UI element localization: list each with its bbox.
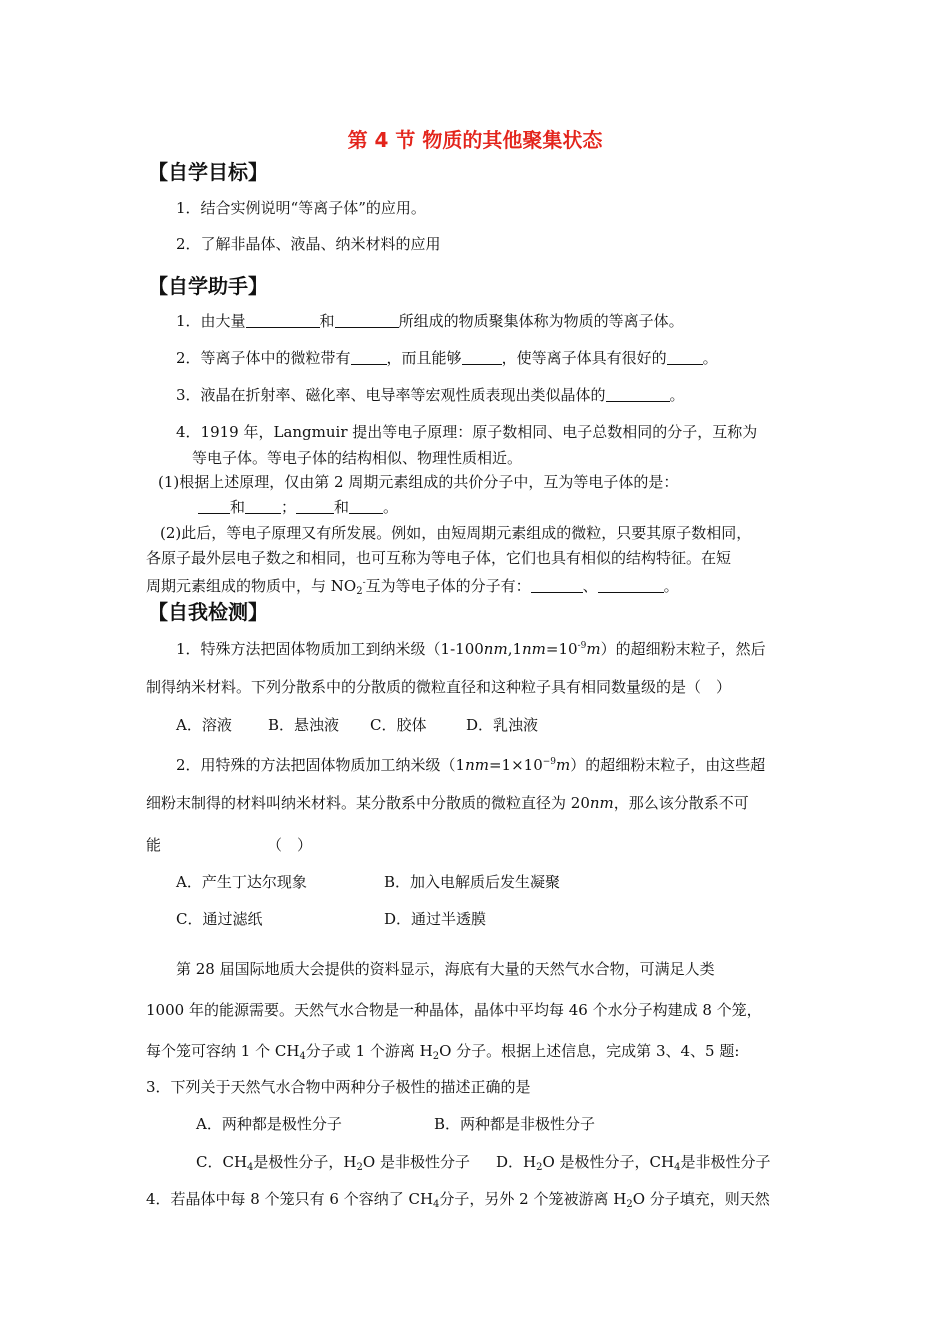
helper-q1-text: 所组成的物质聚集体称为物质的等离子体。 [398, 312, 684, 330]
check-q3-options-row2 [196, 1152, 771, 1178]
helper-q4-text: 。 [383, 498, 399, 516]
answer-blank[interactable] [245, 499, 281, 514]
helper-q4-line1: 4．1919 年，Langmuir 提出等电子原理：原子数相同、电子总数相同的分子，互称为 [176, 423, 758, 441]
check-q2-options-row2 [176, 909, 486, 929]
check-q1-text: =10 [545, 640, 578, 658]
section-helper-heading: 【自学助手】 [148, 274, 268, 298]
option-c-text: 是极性分子，H [253, 1153, 357, 1171]
check-q1-text: ）的超细粉末粒子，然后 [600, 640, 766, 658]
section-check-heading: 【自我检测】 [148, 600, 268, 624]
option-a[interactable]: A．溶液 [176, 716, 232, 734]
check-q1-line2: 制得纳米材料。下列分散系中的分散质的微粒直径和这种粒子具有相同数量级的是（ ） [146, 678, 732, 696]
helper-q4-part1-blanks [198, 497, 398, 517]
subscript: 2 [536, 1162, 543, 1173]
subscript: 4 [433, 1199, 440, 1210]
helper-q4-text: ； [281, 498, 297, 516]
section-goals-heading: 【自学目标】 [148, 160, 268, 184]
unit: nm [522, 640, 546, 658]
helper-q2-text: ，使等离子体具有很好的 [501, 349, 667, 367]
subscript: 4 [247, 1162, 254, 1173]
option-b[interactable]: B．两种都是非极性分子 [434, 1115, 596, 1133]
subscript: 2 [432, 1051, 440, 1062]
answer-blank[interactable] [296, 499, 334, 514]
check-q4-text: 分子，另外 2 个笼被游离 H [439, 1190, 627, 1208]
option-d-text: 是非极性分子 [680, 1153, 771, 1171]
option-d-text: O 是极性分子，CH [542, 1153, 675, 1171]
check-q1-text: ,1 [507, 640, 522, 658]
helper-q4-line2: 等电子体。等电子体的结构相似、物理性质相近。 [192, 449, 523, 467]
check-q1-text: 1．特殊方法把固体物质加工到纳米级（1-100 [176, 640, 484, 658]
page-title: 第 4 节 物质的其他聚集状态 [347, 128, 603, 152]
option-c-text: O 是非极性分子 [362, 1153, 470, 1171]
check-q2-text: ，那么该分散系不可 [613, 794, 749, 812]
answer-blank[interactable] [198, 499, 230, 514]
option-d[interactable]: D．乳浊液 [466, 716, 539, 734]
check-q2-line2 [146, 793, 749, 813]
goal-1: 1．结合实例说明“等离子体”的应用。 [176, 199, 426, 217]
superscript: −9 [542, 757, 557, 767]
check-q2-line3 [146, 835, 312, 855]
option-d[interactable]: D．通过半透膜 [384, 910, 487, 928]
option-b[interactable]: B．悬浊液 [268, 716, 340, 734]
helper-q4-part1: (1)根据上述原理，仅由第 2 周期元素组成的共价分子中，互为等电子体的是： [158, 473, 679, 491]
subscript: 4 [299, 1051, 306, 1062]
helper-q2-text: ，而且能够 [386, 349, 462, 367]
check-q3-options-row1 [196, 1114, 595, 1134]
option-b[interactable]: B．加入电解质后发生凝聚 [384, 873, 561, 891]
option-c[interactable]: C．胶体 [370, 716, 427, 734]
check-q2-text: 细粉末制得的材料叫纳米材料。某分散系中分散质的微粒直径为 20 [146, 794, 590, 812]
check-q1-line1 [176, 636, 766, 659]
helper-q4-text: 和 [334, 498, 350, 516]
subscript: 2 [356, 586, 363, 597]
option-c[interactable]: C．通过滤纸 [176, 910, 263, 928]
option-a[interactable]: A．两种都是极性分子 [196, 1115, 342, 1133]
answer-blank[interactable] [246, 313, 320, 328]
check-q3: 3．下列关于天然气水合物中两种分子极性的描述正确的是 [146, 1078, 531, 1096]
helper-q3-text: 3．液晶在折射率、磁化率、电导率等宏观性质表现出类似晶体的 [176, 386, 606, 404]
check-q2-options-row1 [176, 872, 560, 892]
helper-q4-text: 和 [230, 498, 246, 516]
intro-line2: 1000 年的能源需要。天然气水合物是一种晶体，晶体中平均每 46 个水分子构建成 8 个笼， [146, 1001, 762, 1019]
check-q2-text: 2．用特殊的方法把固体物质加工纳米级（1 [176, 756, 466, 774]
answer-blank[interactable] [606, 387, 670, 402]
helper-q4-text: 周期元素组成的物质中，与 NO [146, 577, 357, 595]
helper-q1 [176, 311, 684, 331]
subscript: 2 [356, 1162, 363, 1173]
check-q1-options [176, 715, 538, 735]
check-q4-text: O 分子填充，则天然 [632, 1190, 770, 1208]
helper-q4-text: 。 [663, 577, 679, 595]
intro-text: 分子或 1 个游离 H [305, 1042, 433, 1060]
check-q4 [146, 1189, 770, 1215]
intro-line1: 第 28 届国际地质大会提供的资料显示，海底有大量的天然气水合物，可满足人类 [176, 960, 715, 978]
intro-line3 [146, 1041, 739, 1067]
unit: nm [465, 756, 489, 774]
check-q2-text: =1×10 [488, 756, 543, 774]
option-a[interactable]: A．产生丁达尔现象 [176, 873, 307, 891]
option-d[interactable] [496, 1152, 771, 1178]
helper-q4-part2-line1: (2)此后，等电子原理又有所发展。例如，由短周期元素组成的微粒，只要其原子数相同， [160, 524, 752, 542]
answer-paren[interactable]: （ ） [267, 836, 313, 854]
check-q2-text: 能 [146, 836, 162, 854]
check-q2-line1 [176, 752, 765, 775]
answer-blank[interactable] [335, 313, 399, 328]
helper-q4-part2-line2: 各原子最外层电子数之和相同，也可互称为等电子体，它们也具有相似的结构特征。在短 [146, 549, 732, 567]
option-c[interactable] [196, 1152, 496, 1178]
helper-q1-text: 和 [319, 312, 335, 330]
helper-q1-text: 1．由大量 [176, 312, 246, 330]
answer-blank[interactable] [351, 350, 387, 365]
unit: nm [483, 640, 508, 658]
helper-q2-text: 2．等离子体中的微粒带有 [176, 349, 351, 367]
helper-q2-text: 。 [702, 349, 718, 367]
subscript: 4 [674, 1162, 681, 1173]
answer-blank[interactable] [531, 578, 583, 593]
superscript: - [362, 578, 366, 588]
helper-q4-text: 、 [582, 577, 598, 595]
answer-blank[interactable] [462, 350, 502, 365]
intro-text: 每个笼可容纳 1 个 CH [146, 1042, 300, 1060]
answer-blank[interactable] [349, 499, 383, 514]
option-d-text: D．H [496, 1153, 537, 1171]
check-q2-text: ）的超细粉末粒子，由这些超 [570, 756, 766, 774]
unit: nm [589, 794, 614, 812]
helper-q3 [176, 385, 685, 405]
option-c-text: C．CH [196, 1153, 248, 1171]
intro-text: O 分子。根据上述信息，完成第 3、4、5 题: [439, 1042, 740, 1060]
answer-blank[interactable] [598, 578, 664, 593]
unit: m [556, 756, 571, 774]
unit: m [586, 640, 601, 658]
helper-q3-text: 。 [669, 386, 685, 404]
check-q4-text: 4．若晶体中每 8 个笼只有 6 个容纳了 CH [146, 1190, 434, 1208]
helper-q2 [176, 348, 718, 368]
goal-2: 2．了解非晶体、液晶、纳米材料的应用 [176, 235, 441, 253]
helper-q4-text: 互为等电子体的分子有： [365, 577, 531, 595]
superscript: -9 [577, 641, 587, 651]
subscript: 2 [626, 1199, 633, 1210]
answer-blank[interactable] [667, 350, 703, 365]
